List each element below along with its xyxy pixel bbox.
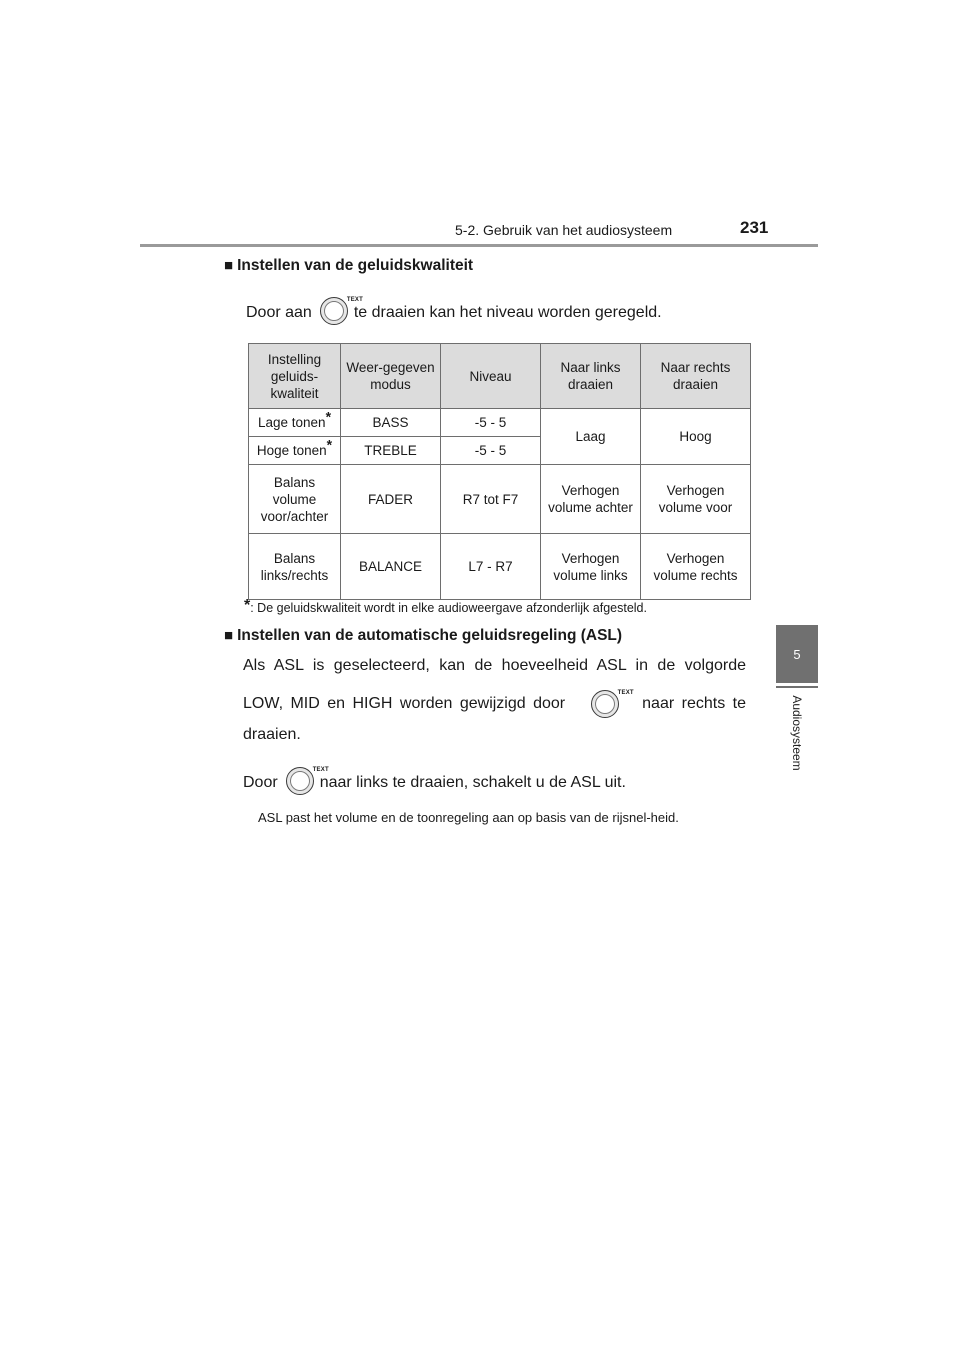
asterisk-marker: *	[326, 436, 333, 453]
column-header: Instelling geluids-kwaliteit	[249, 344, 341, 409]
table-row	[249, 465, 751, 534]
page-number: 231	[740, 218, 769, 237]
column-header: Naar links draaien	[541, 344, 641, 409]
column-header: Niveau	[441, 344, 541, 409]
table-cell-right: Hoog	[641, 409, 751, 465]
asl-line-2-after: naar rechts te	[642, 695, 746, 712]
setting-text: Lage tonen	[257, 415, 326, 430]
tune-dial-icon	[591, 690, 634, 718]
table-header-row	[249, 344, 751, 409]
table-cell-setting	[249, 437, 341, 465]
table-cell-setting: Balans links/rechts	[249, 534, 341, 600]
chapter-tab-divider	[776, 686, 818, 688]
table-cell-mode: BALANCE	[341, 534, 441, 600]
table-cell-level: -5 - 5	[441, 437, 541, 465]
table-cell-left: Laag	[541, 409, 641, 465]
sound-quality-heading	[224, 257, 473, 275]
sound-settings-table	[248, 343, 751, 600]
column-header: Weer-gegeven modus	[341, 344, 441, 409]
dial-label: TEXT	[312, 767, 329, 773]
footnote-text: : De geluidskwaliteit wordt in elke audioweergave afzonderlijk afgesteld.	[250, 601, 647, 615]
table-cell-setting	[249, 409, 341, 437]
table-cell-right: Verhogen volume rechts	[641, 534, 751, 600]
table-cell-left: Verhogen volume links	[541, 534, 641, 600]
table-footnote	[244, 597, 647, 615]
section-title: 5-2. Gebruik van het audiosysteem	[455, 222, 673, 238]
column-header: Naar rechts draaien	[641, 344, 751, 409]
asl-line-1	[243, 655, 746, 677]
table-cell-mode: TREBLE	[341, 437, 441, 465]
asl-heading-text: Instellen van de automatische geluidsregeling (ASL)	[237, 627, 623, 644]
sound-quality-instruction	[246, 297, 662, 325]
footnote-marker: *	[244, 597, 251, 614]
tune-dial-icon	[286, 767, 329, 795]
asl-line-4-after: naar links te draaien, schakelt u de ASL uit.	[319, 774, 626, 791]
asl-line-2-before: LOW, MID en HIGH worden gewijzigd door	[243, 695, 566, 712]
table-cell-setting: Balans volume voor/achter	[249, 465, 341, 534]
chapter-tab	[776, 625, 818, 683]
table-row	[249, 534, 751, 600]
dial-label: TEXT	[617, 690, 634, 696]
table-cell-level: L7 - R7	[441, 534, 541, 600]
asl-line-4	[243, 767, 626, 795]
header-divider	[140, 244, 818, 247]
asl-line-3: draaien.	[243, 726, 301, 743]
setting-text: Hoge tonen	[256, 443, 327, 458]
asterisk-marker: *	[325, 408, 332, 425]
instruction-after: te draaien kan het niveau worden geregeld.	[353, 304, 662, 321]
sound-quality-heading-text: Instellen van de geluidskwaliteit	[237, 257, 474, 274]
square-bullet-icon: ■	[224, 257, 234, 274]
asl-line-1-text: Als ASL is geselecteerd, kan de hoeveelheid ASL in de volgorde	[243, 657, 746, 674]
table-cell-left: Verhogen volume achter	[541, 465, 641, 534]
asl-heading	[224, 627, 622, 645]
asl-note: ASL past het volume en de toonregeling aan op basis van de rijsnel-heid.	[258, 810, 679, 825]
table-cell-level: -5 - 5	[441, 409, 541, 437]
square-bullet-icon: ■	[224, 627, 234, 644]
chapter-label: Audiosysteem	[790, 695, 804, 771]
table-cell-right: Verhogen volume voor	[641, 465, 751, 534]
table-cell-level: R7 tot F7	[441, 465, 541, 534]
table-cell-mode: FADER	[341, 465, 441, 534]
instruction-before: Door aan	[246, 304, 312, 321]
chapter-number: 5	[793, 646, 801, 662]
table-cell-mode: BASS	[341, 409, 441, 437]
tune-dial-icon	[320, 297, 363, 325]
table-row	[249, 409, 751, 437]
asl-line-4-before: Door	[243, 774, 278, 791]
asl-line-2	[243, 690, 746, 718]
dial-label: TEXT	[346, 297, 363, 303]
